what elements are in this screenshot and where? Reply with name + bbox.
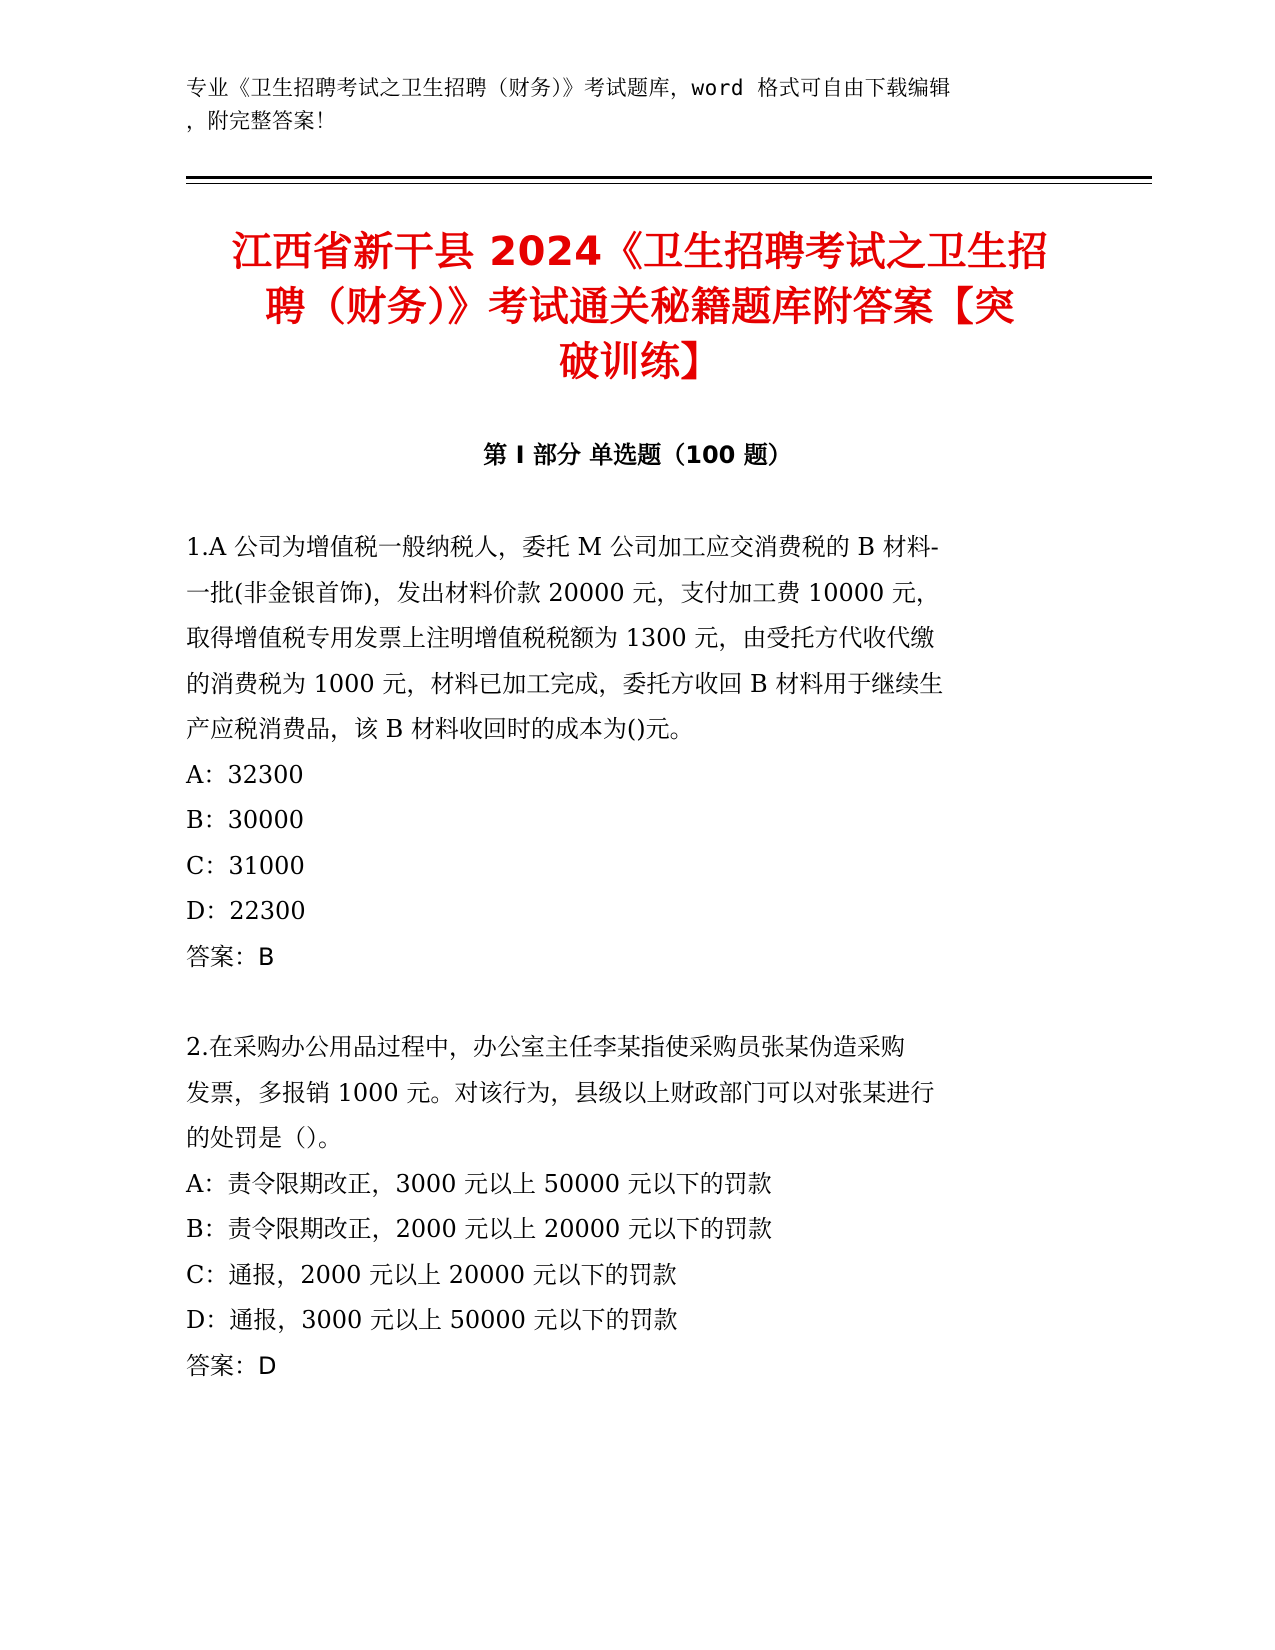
question-stem-line: 的消费税为 1000 元，材料已加工完成，委托方收回 B 材料用于继续生 — [186, 669, 944, 698]
header-divider-thick — [186, 176, 1152, 179]
question-stem-line: 2.在采购办公用品过程中，办公室主任李某指使采购员张某伪造采购 — [186, 1033, 905, 1061]
option-b: B：责令限期改正，2000 元以上 20000 元以下的罚款 — [186, 1215, 772, 1243]
document-title-line-2: 聘（财务）》考试通关秘籍题库附答案【突 — [265, 284, 1015, 330]
question-stem-line: 产应税消费品，该 B 材料收回时的成本为()元。 — [186, 715, 694, 743]
document-title-line-3: 破训练】 — [559, 339, 721, 385]
question-stem-line: 1.A 公司为增值税一般纳税人，委托 M 公司加工应交消费税的 B 材料- — [186, 533, 939, 561]
question-2 — [186, 1025, 1066, 1389]
option-c: C：通报，2000 元以上 20000 元以下的罚款 — [186, 1260, 677, 1289]
option-a: A：32300 — [186, 760, 304, 789]
document-title-line-1: 江西省新干县 2024《卫生招聘考试之卫生招 — [231, 229, 1049, 275]
question-stem-line: 取得增值税专用发票上注明增值税税额为 1300 元，由受托方代收代缴 — [186, 624, 935, 652]
option-d: D：22300 — [186, 897, 306, 925]
option-b: B：30000 — [186, 806, 304, 834]
document-title — [190, 225, 1090, 390]
option-d: D：通报，3000 元以上 50000 元以下的罚款 — [186, 1306, 678, 1334]
option-c: C：31000 — [186, 851, 305, 880]
header-note-line-2: ，附完整答案！ — [186, 109, 337, 133]
question-stem-line: 发票，多报销 1000 元。对该行为，县级以上财政部门可以对张某进行 — [186, 1078, 935, 1107]
option-a: A：责令限期改正，3000 元以上 50000 元以下的罚款 — [186, 1169, 772, 1198]
question-stem — [186, 1025, 1066, 1162]
answer: 答案：D — [186, 1351, 277, 1380]
question-stem-line: 一批(非金银首饰)，发出材料价款 20000 元，支付加工费 10000 元， — [186, 578, 940, 607]
question-1 — [186, 525, 1066, 980]
header-note — [186, 72, 1066, 138]
question-stem — [186, 525, 1066, 753]
question-stem-line: 的处罚是（）。 — [186, 1124, 342, 1152]
header-divider-thin — [186, 183, 1152, 184]
header-note-line-1: 专业《卫生招聘考试之卫生招聘（财务）》考试题库，word 格式可自由下载编辑 — [186, 76, 951, 100]
section-heading: 第 I 部分 单选题（100 题） — [483, 441, 792, 469]
answer: 答案：B — [186, 942, 275, 971]
